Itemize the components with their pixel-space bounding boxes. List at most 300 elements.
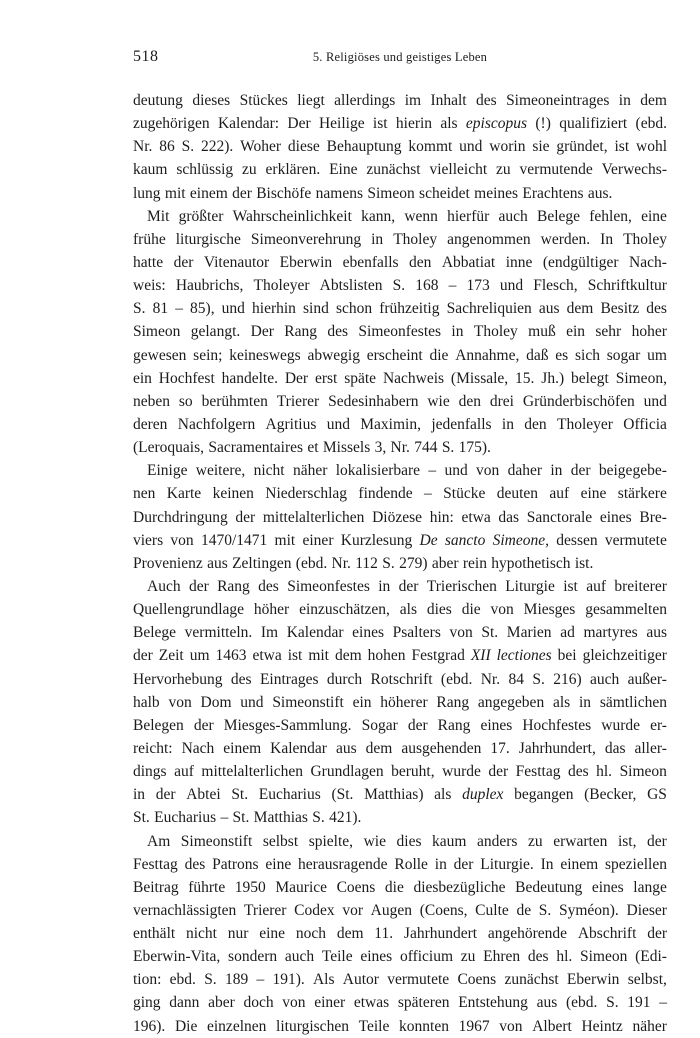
word: inne bbox=[505, 253, 533, 271]
word: – bbox=[220, 809, 229, 827]
word: 744 bbox=[414, 439, 438, 457]
word: um bbox=[647, 346, 667, 364]
word: Vitenautor bbox=[203, 253, 270, 271]
word: den bbox=[524, 415, 547, 433]
word: weitere, bbox=[195, 462, 246, 480]
word: eines bbox=[352, 624, 385, 642]
word: gewesen bbox=[133, 346, 187, 364]
word: höher bbox=[253, 601, 290, 619]
word: Nr. bbox=[390, 439, 410, 457]
word: liturgischen bbox=[276, 1017, 349, 1035]
word: (ebd. bbox=[565, 994, 598, 1012]
word: ist bbox=[563, 577, 578, 595]
word: (Leroquais, bbox=[133, 439, 205, 457]
word: sich bbox=[575, 346, 600, 364]
word: sein; bbox=[193, 346, 223, 364]
word: Stückes bbox=[239, 92, 288, 109]
word: Tholey bbox=[623, 230, 667, 248]
word: Behauptung bbox=[326, 138, 402, 156]
word: Codex bbox=[294, 901, 335, 919]
word: um bbox=[189, 647, 210, 665]
word: officium bbox=[399, 948, 454, 966]
word: Tholey bbox=[473, 323, 518, 341]
word: von bbox=[499, 1017, 523, 1035]
word: Liturgie bbox=[505, 577, 555, 595]
word: hatte bbox=[133, 253, 164, 271]
word: 421). bbox=[329, 809, 362, 827]
word: diese bbox=[287, 138, 320, 156]
word: hierfür bbox=[447, 207, 490, 225]
word: Abschrift bbox=[577, 925, 637, 943]
word: Rotschrift bbox=[370, 670, 433, 688]
word: einem bbox=[189, 184, 228, 202]
word: episcopus bbox=[465, 115, 528, 133]
word: keinen bbox=[212, 485, 254, 503]
word: Teile bbox=[321, 948, 353, 966]
text-line bbox=[133, 529, 667, 552]
word: vernachlässigten bbox=[133, 901, 237, 919]
word: der bbox=[407, 716, 428, 734]
word: S. bbox=[133, 300, 146, 318]
word: gesammelten bbox=[585, 601, 667, 619]
word: Tholey bbox=[393, 230, 438, 248]
word: außer- bbox=[627, 670, 667, 688]
word: 81 bbox=[152, 300, 169, 318]
word: Kurzlesung bbox=[340, 531, 413, 549]
word: aus bbox=[538, 300, 560, 318]
running-head bbox=[133, 48, 667, 70]
word: Als bbox=[312, 971, 335, 989]
word: Simeoneintrages bbox=[506, 92, 610, 109]
word: deutung bbox=[133, 92, 183, 109]
text-line bbox=[133, 714, 667, 737]
word: S. bbox=[606, 994, 619, 1012]
text-line bbox=[133, 968, 667, 991]
word: Autor bbox=[342, 971, 379, 989]
word: sehr bbox=[595, 323, 622, 341]
word: eine bbox=[259, 925, 286, 943]
word: dem bbox=[566, 300, 594, 318]
word: und bbox=[459, 138, 483, 156]
word: des bbox=[327, 323, 349, 341]
word: scheidet bbox=[419, 184, 470, 202]
word: S. bbox=[382, 554, 395, 572]
word: und bbox=[499, 277, 524, 295]
word: mit bbox=[274, 531, 296, 549]
word: kann, bbox=[361, 207, 396, 225]
word: den bbox=[409, 253, 432, 271]
word: Besitz bbox=[600, 300, 640, 318]
word: Festgrad bbox=[411, 647, 465, 665]
text-line bbox=[133, 575, 667, 598]
word: hierhin bbox=[252, 300, 296, 318]
word: fehlen, bbox=[589, 207, 632, 225]
word: St. bbox=[231, 786, 249, 804]
text-line bbox=[133, 991, 667, 1014]
word: Jahrhundert, bbox=[518, 739, 596, 757]
word: sie bbox=[532, 138, 550, 156]
word: in bbox=[371, 230, 384, 248]
word: etwa bbox=[461, 508, 491, 526]
word: Trierer bbox=[243, 901, 287, 919]
text-line bbox=[133, 158, 667, 181]
word: Hochfestes bbox=[522, 716, 592, 734]
word: Der bbox=[284, 369, 309, 387]
word: Hervorhebung bbox=[133, 670, 223, 688]
word: (!) bbox=[535, 115, 551, 133]
word: als bbox=[552, 693, 571, 711]
word: S. bbox=[441, 439, 455, 457]
word: führte bbox=[188, 878, 226, 896]
word: 86 bbox=[159, 138, 175, 156]
word: das bbox=[604, 739, 626, 757]
word: Eucharius bbox=[154, 809, 217, 827]
word: ebenfalls bbox=[342, 253, 399, 271]
word: in bbox=[550, 462, 563, 480]
word: Sedesinhabern bbox=[328, 392, 419, 410]
text-line bbox=[133, 945, 667, 968]
word: Die bbox=[174, 1017, 198, 1035]
word: – bbox=[256, 971, 265, 989]
word: dings bbox=[133, 763, 167, 781]
word: et bbox=[307, 439, 319, 457]
word: Heintz bbox=[581, 1017, 623, 1035]
word: späte bbox=[344, 369, 377, 387]
word: der bbox=[173, 253, 194, 271]
word: Dieser bbox=[626, 901, 667, 919]
word: (Missale, bbox=[450, 369, 509, 387]
word: 196). bbox=[133, 1017, 166, 1035]
word: Im bbox=[260, 624, 279, 642]
text-line bbox=[133, 205, 667, 228]
word: Verwechs- bbox=[601, 161, 667, 179]
word: keineswegs bbox=[229, 346, 301, 364]
word: (St. bbox=[331, 786, 354, 804]
word: Woher bbox=[240, 138, 282, 156]
word: Simeon bbox=[133, 323, 181, 341]
word: Wahrscheinlichkeit bbox=[232, 207, 352, 225]
word: in bbox=[618, 92, 631, 109]
word: der bbox=[193, 716, 214, 734]
word: Sacramentaires bbox=[208, 439, 304, 457]
word: doch bbox=[243, 994, 274, 1012]
word: 189 bbox=[224, 971, 249, 989]
word: Eberwin bbox=[279, 253, 333, 271]
word: ist, bbox=[617, 832, 637, 850]
word: angegeben bbox=[477, 693, 545, 711]
word: durch bbox=[326, 670, 363, 688]
word: des bbox=[476, 92, 497, 109]
word: er- bbox=[650, 716, 667, 734]
word: Nr. bbox=[133, 138, 153, 156]
word: in bbox=[378, 577, 391, 595]
word: Bedeutung bbox=[515, 878, 583, 896]
word: eine bbox=[641, 207, 667, 225]
word: zu bbox=[242, 161, 257, 179]
word: S. bbox=[392, 277, 406, 295]
word: beigegebe- bbox=[598, 462, 667, 480]
word: Eberwin-Vita, bbox=[133, 948, 221, 966]
word: Eine bbox=[329, 161, 358, 179]
word: Karte bbox=[166, 485, 202, 503]
word: Rang bbox=[284, 323, 317, 341]
word: auf bbox=[549, 485, 570, 503]
text-line bbox=[133, 853, 667, 876]
word: Belege bbox=[537, 207, 581, 225]
word: Beitrag bbox=[133, 878, 179, 896]
word: Eintrages bbox=[259, 670, 319, 688]
word: (endgültiger bbox=[542, 253, 619, 271]
word: Simeonstift bbox=[272, 693, 344, 711]
word: Am bbox=[147, 832, 171, 850]
text-line bbox=[133, 297, 667, 320]
word: der bbox=[155, 786, 176, 804]
word: des bbox=[646, 300, 667, 318]
word: Simeonfestes bbox=[287, 577, 370, 595]
word: Einige bbox=[147, 462, 188, 480]
text-line bbox=[133, 598, 667, 621]
text-line bbox=[133, 830, 667, 853]
word: zunächst bbox=[366, 161, 421, 179]
word: Simeon, bbox=[615, 369, 667, 387]
word: enthält bbox=[133, 925, 176, 943]
text-line bbox=[133, 89, 667, 112]
text-line bbox=[133, 806, 667, 829]
word: – bbox=[175, 300, 183, 318]
word: Tholeyer bbox=[557, 415, 613, 433]
word: Jh.) bbox=[541, 369, 565, 387]
word: noch bbox=[295, 925, 327, 943]
word: im bbox=[404, 92, 422, 109]
word: lung bbox=[133, 184, 161, 202]
word: Bre- bbox=[639, 508, 667, 526]
word: wurde bbox=[442, 763, 481, 781]
word: sancto bbox=[444, 531, 486, 549]
word: Quellengrundlage bbox=[133, 601, 245, 619]
word: aus bbox=[646, 624, 667, 642]
word: – bbox=[424, 485, 432, 503]
word: Nachfolgern bbox=[177, 415, 256, 433]
word: Heilige bbox=[318, 115, 365, 133]
word: Kalendar: bbox=[217, 115, 280, 133]
text-line bbox=[133, 668, 667, 691]
word: auf bbox=[586, 577, 607, 595]
word: hierin bbox=[395, 115, 433, 133]
word: wenn bbox=[404, 207, 438, 225]
word: und bbox=[240, 693, 264, 711]
word: Durchdringung bbox=[133, 508, 228, 526]
text-line bbox=[133, 112, 667, 135]
word: wie bbox=[363, 832, 386, 850]
word: Provenienz bbox=[133, 554, 203, 572]
word: erwarten bbox=[553, 832, 608, 850]
word: findende bbox=[358, 485, 413, 503]
word: Simeone, bbox=[492, 531, 549, 549]
word: Auch bbox=[147, 577, 181, 595]
word: lokalisierbare bbox=[335, 462, 421, 480]
word: nen bbox=[133, 485, 156, 503]
word: zu bbox=[528, 832, 543, 850]
word: 85), bbox=[190, 300, 215, 318]
word: Erachtens bbox=[522, 184, 584, 202]
word: Culte bbox=[475, 901, 509, 919]
word: 216) bbox=[553, 670, 582, 688]
word: – bbox=[659, 994, 667, 1012]
word: In bbox=[600, 230, 614, 248]
text-line bbox=[133, 482, 667, 505]
word: und bbox=[326, 415, 350, 433]
word: begangen bbox=[514, 786, 574, 804]
word: Eucharius bbox=[258, 786, 321, 804]
word: Schriftkultur bbox=[587, 277, 667, 295]
word: der bbox=[188, 577, 209, 595]
word: Nachweis bbox=[382, 369, 445, 387]
word: höherer bbox=[380, 693, 428, 711]
word: Matthias bbox=[253, 809, 308, 827]
word: Stücke bbox=[443, 485, 486, 503]
word: Der bbox=[250, 323, 274, 341]
word: viers bbox=[133, 531, 164, 549]
word: eine bbox=[265, 855, 292, 873]
word: dem bbox=[334, 647, 362, 665]
word: ein bbox=[352, 693, 372, 711]
word: Simeon bbox=[619, 763, 667, 781]
word: aus bbox=[335, 739, 357, 757]
word: 1463 bbox=[215, 647, 247, 665]
word: Festtag bbox=[133, 855, 178, 873]
word: eines bbox=[591, 878, 624, 896]
text-line bbox=[133, 320, 667, 343]
text-line bbox=[133, 436, 667, 459]
word: 173 bbox=[466, 277, 490, 295]
word: der bbox=[647, 832, 667, 850]
word: Jahrhundert bbox=[403, 925, 478, 943]
word: ging bbox=[133, 994, 161, 1012]
word: deuten bbox=[496, 485, 539, 503]
word: Niederschlag bbox=[265, 485, 348, 503]
word: in bbox=[578, 693, 592, 711]
word: so bbox=[178, 392, 193, 410]
word: Zeltingen bbox=[232, 554, 292, 572]
word: Nach- bbox=[629, 253, 667, 271]
text-line bbox=[133, 922, 667, 945]
word: nur bbox=[227, 925, 249, 943]
word: muß bbox=[528, 323, 556, 341]
word: in bbox=[501, 415, 514, 433]
word: (Becker, bbox=[584, 786, 637, 804]
word: der bbox=[570, 462, 591, 480]
word: 168 bbox=[415, 277, 439, 295]
word: Haubrichs, bbox=[175, 277, 244, 295]
word: XII bbox=[470, 647, 491, 665]
text-line bbox=[133, 1015, 667, 1038]
word: rein bbox=[462, 554, 487, 572]
word: 11. bbox=[374, 925, 394, 943]
word: De bbox=[419, 531, 438, 549]
word: Abbatiat bbox=[441, 253, 496, 271]
word: Miesges-Sammlung. bbox=[223, 716, 352, 734]
text-line bbox=[133, 344, 667, 367]
word: mit bbox=[308, 647, 329, 665]
word: auch bbox=[498, 207, 528, 225]
word: gleichzeitiger bbox=[582, 647, 667, 665]
word: schlüssig bbox=[176, 161, 234, 179]
word: eines bbox=[599, 508, 632, 526]
word: 112 bbox=[355, 554, 378, 572]
word: Rang bbox=[217, 577, 250, 595]
word: sogar bbox=[606, 346, 641, 364]
word: nicht bbox=[253, 462, 285, 480]
word: größter bbox=[178, 207, 224, 225]
word: frühe bbox=[133, 230, 166, 248]
word: Sanctorale bbox=[526, 508, 593, 526]
word: die bbox=[461, 601, 481, 619]
word: der bbox=[235, 508, 256, 526]
word: näher bbox=[632, 1017, 667, 1035]
word: Rolle bbox=[394, 855, 428, 873]
word: Mit bbox=[147, 207, 170, 225]
word: frühzeitig bbox=[379, 300, 440, 318]
word: ist bbox=[287, 647, 303, 665]
word: – bbox=[448, 277, 457, 295]
word: von bbox=[490, 601, 514, 619]
word: reicht: bbox=[133, 739, 173, 757]
word: aus bbox=[536, 994, 558, 1012]
word: in bbox=[133, 786, 146, 804]
word: kommt bbox=[408, 138, 453, 156]
word: dem bbox=[640, 92, 667, 109]
word: St. bbox=[133, 809, 150, 827]
word: 15. bbox=[515, 369, 535, 387]
word: und bbox=[643, 392, 667, 410]
word: vermitteln. bbox=[184, 624, 253, 642]
word: hypothetisch bbox=[491, 554, 571, 572]
word: erscheint bbox=[366, 346, 423, 364]
word: tion: bbox=[133, 971, 162, 989]
word: die bbox=[429, 346, 449, 364]
word: selbst, bbox=[627, 971, 667, 989]
word: Bischöfe bbox=[256, 184, 312, 202]
word: einzelnen bbox=[207, 1017, 267, 1035]
word: belegt bbox=[570, 369, 609, 387]
word: daher bbox=[507, 462, 543, 480]
word: jedenfalls bbox=[431, 415, 492, 433]
word: der bbox=[398, 577, 419, 595]
word: Simeonfestes bbox=[358, 323, 442, 341]
word: einem bbox=[223, 739, 262, 757]
word: hl. bbox=[596, 763, 613, 781]
word: Sogar bbox=[361, 716, 398, 734]
word: zugehörigen bbox=[133, 115, 210, 133]
text-line bbox=[133, 367, 667, 390]
word: und bbox=[221, 300, 245, 318]
word: Coens bbox=[457, 971, 497, 989]
word: stärkere bbox=[617, 485, 667, 503]
word: Ehren bbox=[483, 948, 521, 966]
word: Nach bbox=[181, 739, 215, 757]
text-line bbox=[133, 691, 667, 714]
word: Syméon). bbox=[558, 901, 619, 919]
word: Simeon bbox=[367, 184, 415, 202]
word: ist. bbox=[574, 554, 594, 572]
word: qualifiziert bbox=[559, 115, 628, 133]
word: Marien bbox=[506, 624, 552, 642]
word: lectiones bbox=[496, 647, 552, 665]
word: St. bbox=[481, 624, 499, 642]
text-line bbox=[133, 876, 667, 899]
word: des bbox=[184, 855, 206, 873]
word: angenommen bbox=[447, 230, 531, 248]
